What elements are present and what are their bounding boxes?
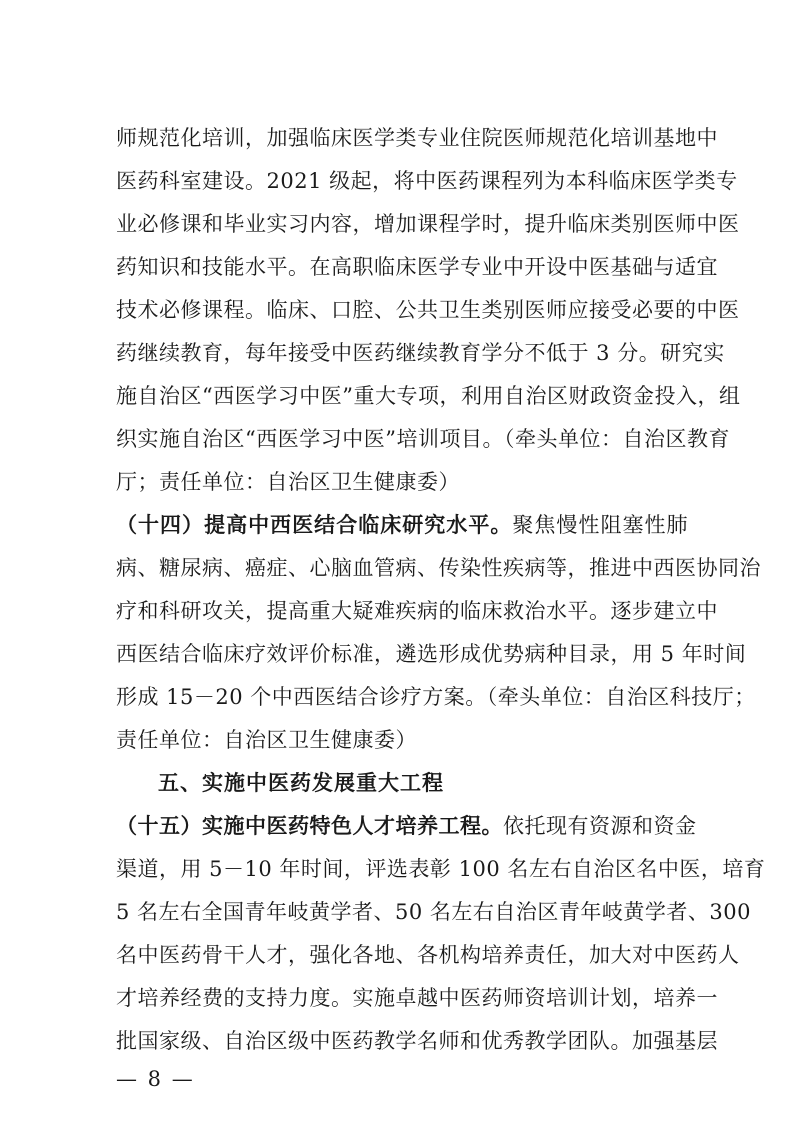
paragraph-lead-line [116, 805, 697, 847]
paragraph-line: 5 名左右全国青年岐黄学者、50 名左右自治区青年岐黄学者、300 [116, 900, 752, 924]
item-lead-text: 聚焦慢性阻塞性肺 [512, 513, 688, 537]
paragraph-line: 药知识和技能水平。在高职临床医学专业中开设中医基础与适宜 [116, 255, 718, 279]
paragraph-line: 西医结合临床疗效评价标准，遴选形成优势病种目录，用 5 年时间 [116, 642, 747, 666]
paragraph-line: 厅；责任单位：自治区卫生健康委） [116, 470, 460, 494]
paragraph-line: 病、糖尿病、癌症、心脑血管病、传染性疾病等，推进中西医协同治 [116, 556, 761, 580]
page-number: — 8 — [116, 1067, 195, 1091]
paragraph-line: 形成 15－20 个中西医结合诊疗方案。（牵头单位：自治区科技厅； [116, 685, 756, 709]
paragraph-line: 名中医药骨干人才，强化各地、各机构培养责任，加大对中医药人 [116, 943, 740, 967]
paragraph-line: 药继续教育，每年接受中医药继续教育学分不低于 3 分。研究实 [116, 341, 725, 365]
paragraph-line: 织实施自治区“西医学习中医”培训项目。（牵头单位：自治区教育 [116, 427, 730, 451]
paragraph-lead-line [116, 504, 688, 546]
item-title-14: （十四）提高中西医结合临床研究水平。 [116, 512, 513, 537]
paragraph-line: 渠道，用 5－10 年时间，评选表彰 100 名左右自治区名中医，培育 [116, 857, 766, 881]
paragraph-line: 疗和科研攻关，提高重大疑难疾病的临床救治水平。逐步建立中 [116, 599, 718, 623]
paragraph-line: 施自治区“西医学习中医”重大专项，利用自治区财政资金投入，组 [116, 384, 741, 408]
paragraph-line: 技术必修课程。临床、口腔、公共卫生类别医师应接受必要的中医 [116, 298, 740, 322]
paragraph-line: 医药科室建设。2021 级起，将中医药课程列为本科临床医学类专 [116, 169, 738, 193]
paragraph-line: 才培养经费的支持力度。实施卓越中医药师资培训计划，培养一 [116, 986, 718, 1010]
section-heading: 五、实施中医药发展重大工程 [158, 771, 444, 795]
paragraph-line: 师规范化培训，加强临床医学类专业住院医师规范化培训基地中 [116, 126, 718, 150]
paragraph-line: 责任单位：自治区卫生健康委） [116, 728, 417, 752]
paragraph-line: 业必修课和毕业实习内容，增加课程学时，提升临床类别医师中医 [116, 212, 740, 236]
paragraph-line: 批国家级、自治区级中医药教学名师和优秀教学团队。加强基层 [116, 1029, 718, 1053]
item-title-15: （十五）实施中医药特色人才培养工程。 [116, 813, 503, 838]
item-lead-text: 依托现有资源和资金 [503, 814, 697, 838]
